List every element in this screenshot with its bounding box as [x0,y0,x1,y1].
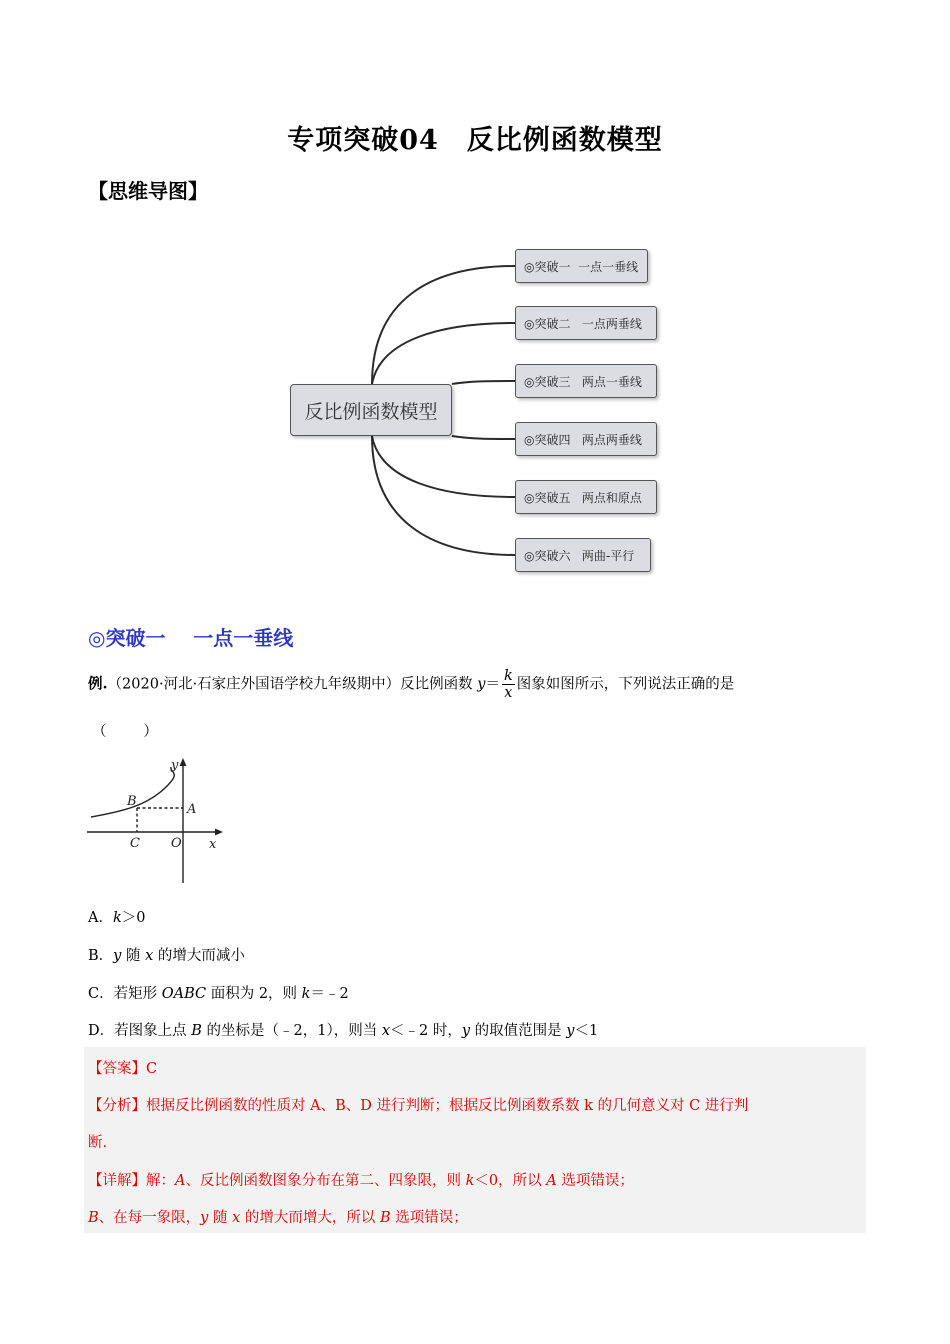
function-graph [85,755,235,890]
label-y: y [171,758,179,773]
answer-line: 【答案】C [88,1061,158,1077]
question-stem: 例.（2020·河北·石家庄外国语学校九年级期中）反比例函数 y＝ $\frac{k}{x}$ 图象如图所示，下列说法正确的是 [88,668,735,701]
x-axis-arrow [215,829,223,836]
option-d: D．若图象上点 B 的坐标是（﹣2，1），则当 x＜﹣2 时，y 的取值范围是 y＜1 [88,1023,599,1039]
section-heading: ◎突破一 一点一垂线 [88,626,294,650]
mindmap-branch-1: ◎突破一 一点一垂线 [515,249,648,283]
option-c: C．若矩形 OABC 面积为 2，则 k＝﹣2 [88,986,349,1002]
answer-blank: （ ） [92,724,158,740]
mindmap-connectors [0,0,950,600]
analysis-line-1: 【分析】根据反比例函数的性质对 A、B、D 进行判断；根据反比例函数系数 k 的几何意义对 C 进行判 [88,1098,749,1114]
label-c: C [130,836,140,851]
answer-value: C [146,1061,158,1077]
hyperbola-curve [91,767,174,817]
detail-line-a: 【详解】解：A、反比例函数图象分布在第二、四象限，则 k＜0，所以 A 选项错误； [88,1173,634,1189]
mindmap-root: 反比例函数模型 [290,384,452,436]
label-x: x [209,837,217,852]
connector-6 [372,436,515,555]
y-axis-arrow [180,758,187,766]
page-title-part1: 专项突破04 [287,125,439,156]
label-b: B [127,794,137,809]
mindmap-heading: 【思维导图】 [88,179,208,203]
analysis-line-2: 断. [88,1135,108,1151]
mindmap-branch-5: ◎突破五 两点和原点 [515,480,657,514]
option-b: B．y 随 x 的增大而减小 [88,948,245,964]
connector-3 [452,381,515,384]
function-fraction: $\frac{k}{x}$ [504,668,513,701]
mindmap-branch-6: ◎突破六 两曲-平行 [515,538,651,572]
mindmap-branch-2: ◎突破二 一点两垂线 [515,306,657,340]
connector-1 [372,266,515,384]
connector-4 [452,436,515,439]
connector-2 [372,323,515,384]
question-source: （2020·河北·石家庄外国语学校九年级期中）反比例函数 [107,676,473,693]
mindmap-branch-4: ◎突破四 两点两垂线 [515,422,657,456]
page-title-part2: 反比例函数模型 [466,125,663,156]
connector-5 [372,436,515,497]
mindmap-branch-3: ◎突破三 两点一垂线 [515,364,657,398]
option-a: A．k＞0 [88,910,146,926]
label-a: A [187,802,197,817]
label-o: O [171,836,182,851]
detail-line-b: B、在每一象限，y 随 x 的增大而增大，所以 B 选项错误； [88,1210,468,1226]
question-label: 例 [88,675,103,693]
